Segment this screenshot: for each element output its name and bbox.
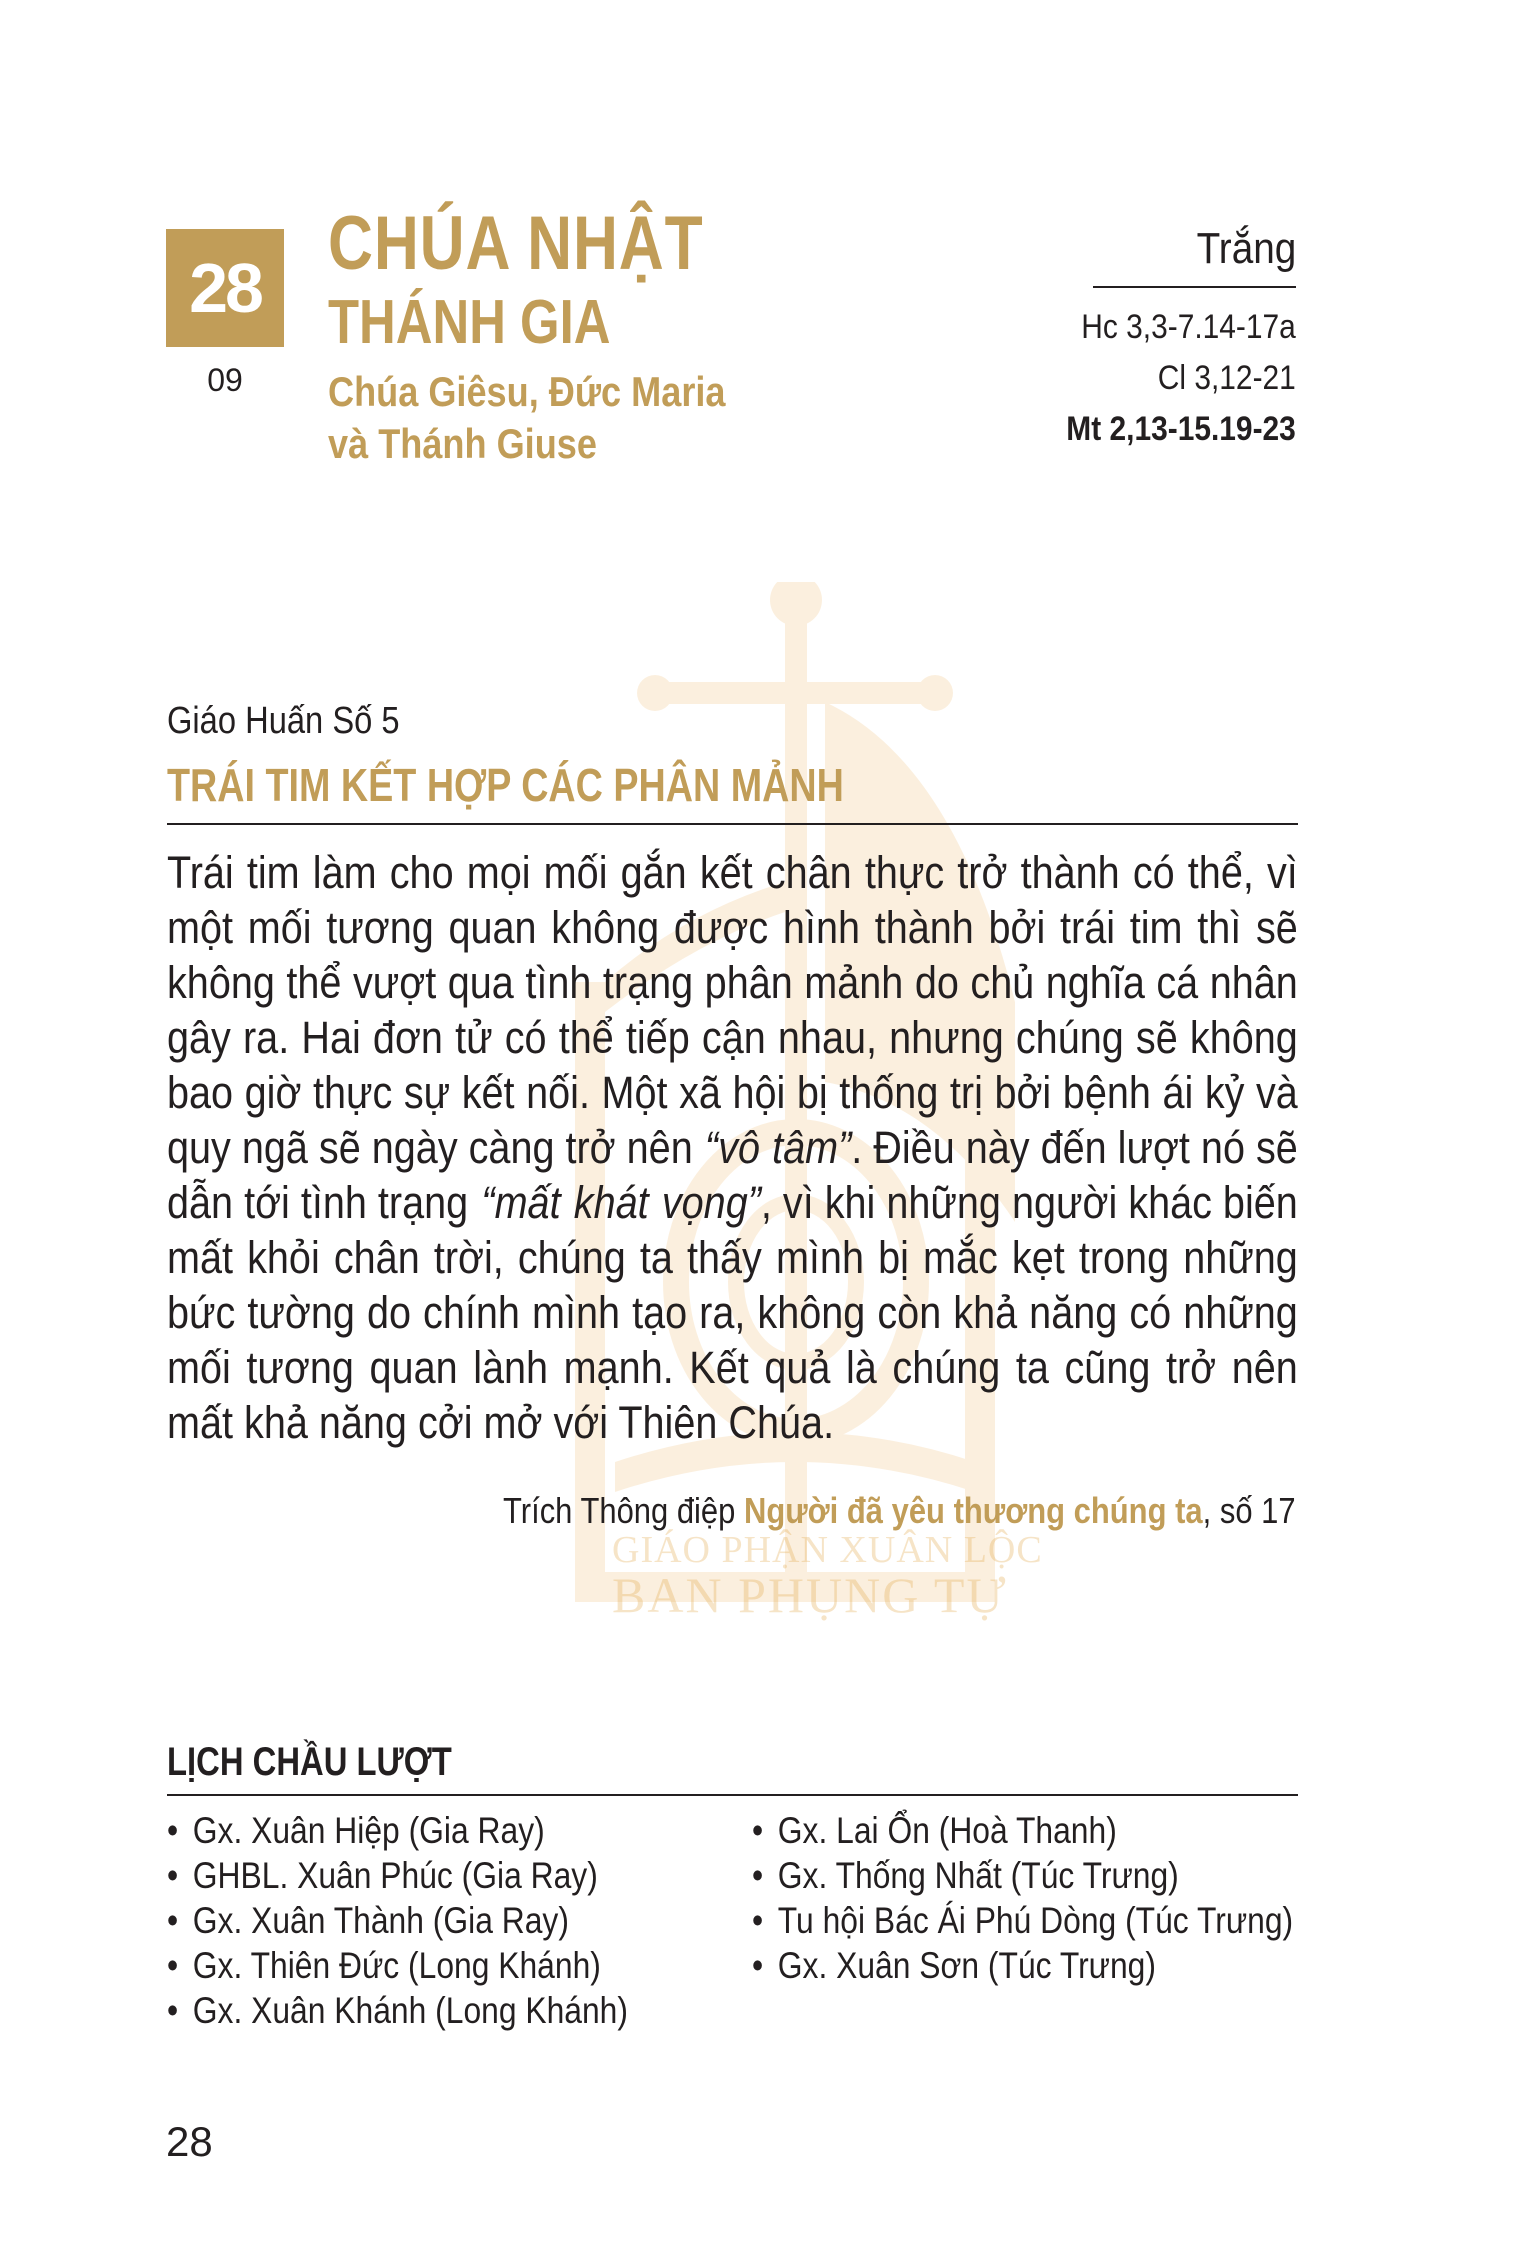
emphasis-vo-tam: “vô tâm” <box>704 1122 852 1173</box>
parish-name: Gx. Thiên Đức (Long Khánh) <box>192 1945 601 1986</box>
bullet-icon: • <box>752 1810 764 1851</box>
feast-title-line1: CHÚA NHẬT <box>328 201 704 286</box>
teaching-divider <box>167 823 1298 825</box>
colour-divider <box>1093 286 1296 288</box>
teaching-heading: TRÁI TIM KẾT HỢP CÁC PHÂN MẢNH <box>167 759 844 811</box>
parish-name: Gx. Xuân Hiệp (Gia Ray) <box>192 1810 545 1851</box>
reading-1: Hc 3,3-7.14-17a <box>1081 308 1296 346</box>
readings-list <box>1035 302 1296 455</box>
list-item <box>752 1943 1293 1988</box>
reading-2: Cl 3,12-21 <box>1157 359 1296 397</box>
parish-name: Gx. Lai Ổn (Hoà Thanh) <box>777 1810 1117 1851</box>
body-line <box>167 1175 1298 1230</box>
citation-prefix: Trích Thông điệp <box>503 1490 736 1531</box>
page-number: 28 <box>166 2118 213 2165</box>
parish-name: Tu hội Bác Ái Phú Dòng (Túc Trưng) <box>777 1900 1294 1941</box>
watermark-office: BAN PHỤNG TỰ <box>612 1567 1008 1623</box>
citation <box>503 1490 1296 1532</box>
feast-title <box>328 200 790 470</box>
body-line: mối tương quan lành mạnh. Kết quả là chúng ta cũng trở nên <box>167 1342 1298 1393</box>
bullet-icon: • <box>167 1990 179 2031</box>
body-text-run: dẫn tới tình trạng <box>167 1177 469 1228</box>
parish-name: Gx. Xuân Khánh (Long Khánh) <box>192 1990 628 2031</box>
liturgical-colour: Trắng <box>1196 224 1296 273</box>
body-line: mất khỏi chân trời, chúng ta thấy mình bị mắc kẹt trong những <box>167 1232 1298 1283</box>
body-line: một mối tương quan không được hình thành bởi trái tim thì sẽ <box>167 902 1298 953</box>
bullet-icon: • <box>167 1855 179 1896</box>
list-item <box>752 1898 1293 1943</box>
parish-name: GHBL. Xuân Phúc (Gia Ray) <box>192 1855 598 1896</box>
parish-name: Gx. Thống Nhất (Túc Trưng) <box>777 1855 1179 1896</box>
list-item <box>752 1808 1293 1853</box>
body-line: gây ra. Hai đơn tử có thể tiếp cận nhau, nhưng chúng sẽ không <box>167 1012 1298 1063</box>
list-item <box>167 1988 628 2033</box>
list-item <box>167 1853 628 1898</box>
citation-title: Người đã yêu thương chúng ta <box>744 1490 1204 1531</box>
teaching-number: Giáo Huấn Số 5 <box>167 700 400 742</box>
bullet-icon: • <box>752 1900 764 1941</box>
feast-subtitle-line2: và Thánh Giuse <box>328 420 597 467</box>
date-day: 28 <box>189 249 261 327</box>
list-item <box>752 1853 1293 1898</box>
schedule-list-right <box>752 1808 1381 1988</box>
body-text-run: quy ngã sẽ ngày càng trở nên <box>167 1122 693 1173</box>
bullet-icon: • <box>752 1855 764 1896</box>
date-day-badge <box>166 229 284 347</box>
bullet-icon: • <box>167 1900 179 1941</box>
body-line: bao giờ thực sự kết nối. Một xã hội bị thống trị bởi bệnh ái kỷ và <box>167 1067 1298 1118</box>
teaching-body <box>167 845 1298 1450</box>
bullet-icon: • <box>752 1945 764 1986</box>
feast-title-line2: THÁNH GIA <box>328 288 611 357</box>
body-line: bức tường do chính mình tạo ra, không còn khả năng có những <box>167 1287 1298 1338</box>
watermark-diocese: GIÁO PHẬN XUÂN LỘC <box>612 1529 1043 1571</box>
bullet-icon: • <box>167 1810 179 1851</box>
feast-subtitle-line1: Chúa Giêsu, Đức Maria <box>328 368 726 415</box>
list-item <box>167 1898 628 1943</box>
reading-gospel: Mt 2,13-15.19-23 <box>1066 410 1296 448</box>
parish-name: Gx. Xuân Thành (Gia Ray) <box>192 1900 569 1941</box>
date-month: 09 <box>207 362 243 398</box>
citation-suffix: , số 17 <box>1203 1490 1296 1531</box>
list-item <box>167 1943 628 1988</box>
body-line <box>167 1120 1298 1175</box>
body-text-run: . Điều này đến lượt nó sẽ <box>851 1122 1298 1173</box>
bullet-icon: • <box>167 1945 179 1986</box>
emphasis-mat-khat-vong: “mất khát vọng” <box>481 1177 761 1228</box>
list-item <box>167 1808 628 1853</box>
parish-name: Gx. Xuân Sơn (Túc Trưng) <box>777 1945 1156 1986</box>
body-line: mất khả năng cởi mở với Thiên Chúa. <box>167 1397 835 1448</box>
schedule-heading: LỊCH CHẦU LƯỢT <box>167 1740 452 1784</box>
schedule-list-left <box>167 1808 703 2033</box>
body-line: không thể vượt qua tình trạng phân mảnh do chủ nghĩa cá nhân <box>167 957 1298 1008</box>
body-text-run: , vì khi những người khác biến <box>760 1177 1298 1228</box>
schedule-divider <box>167 1794 1298 1796</box>
body-line: Trái tim làm cho mọi mối gắn kết chân thực trở thành có thể, vì <box>167 847 1298 898</box>
